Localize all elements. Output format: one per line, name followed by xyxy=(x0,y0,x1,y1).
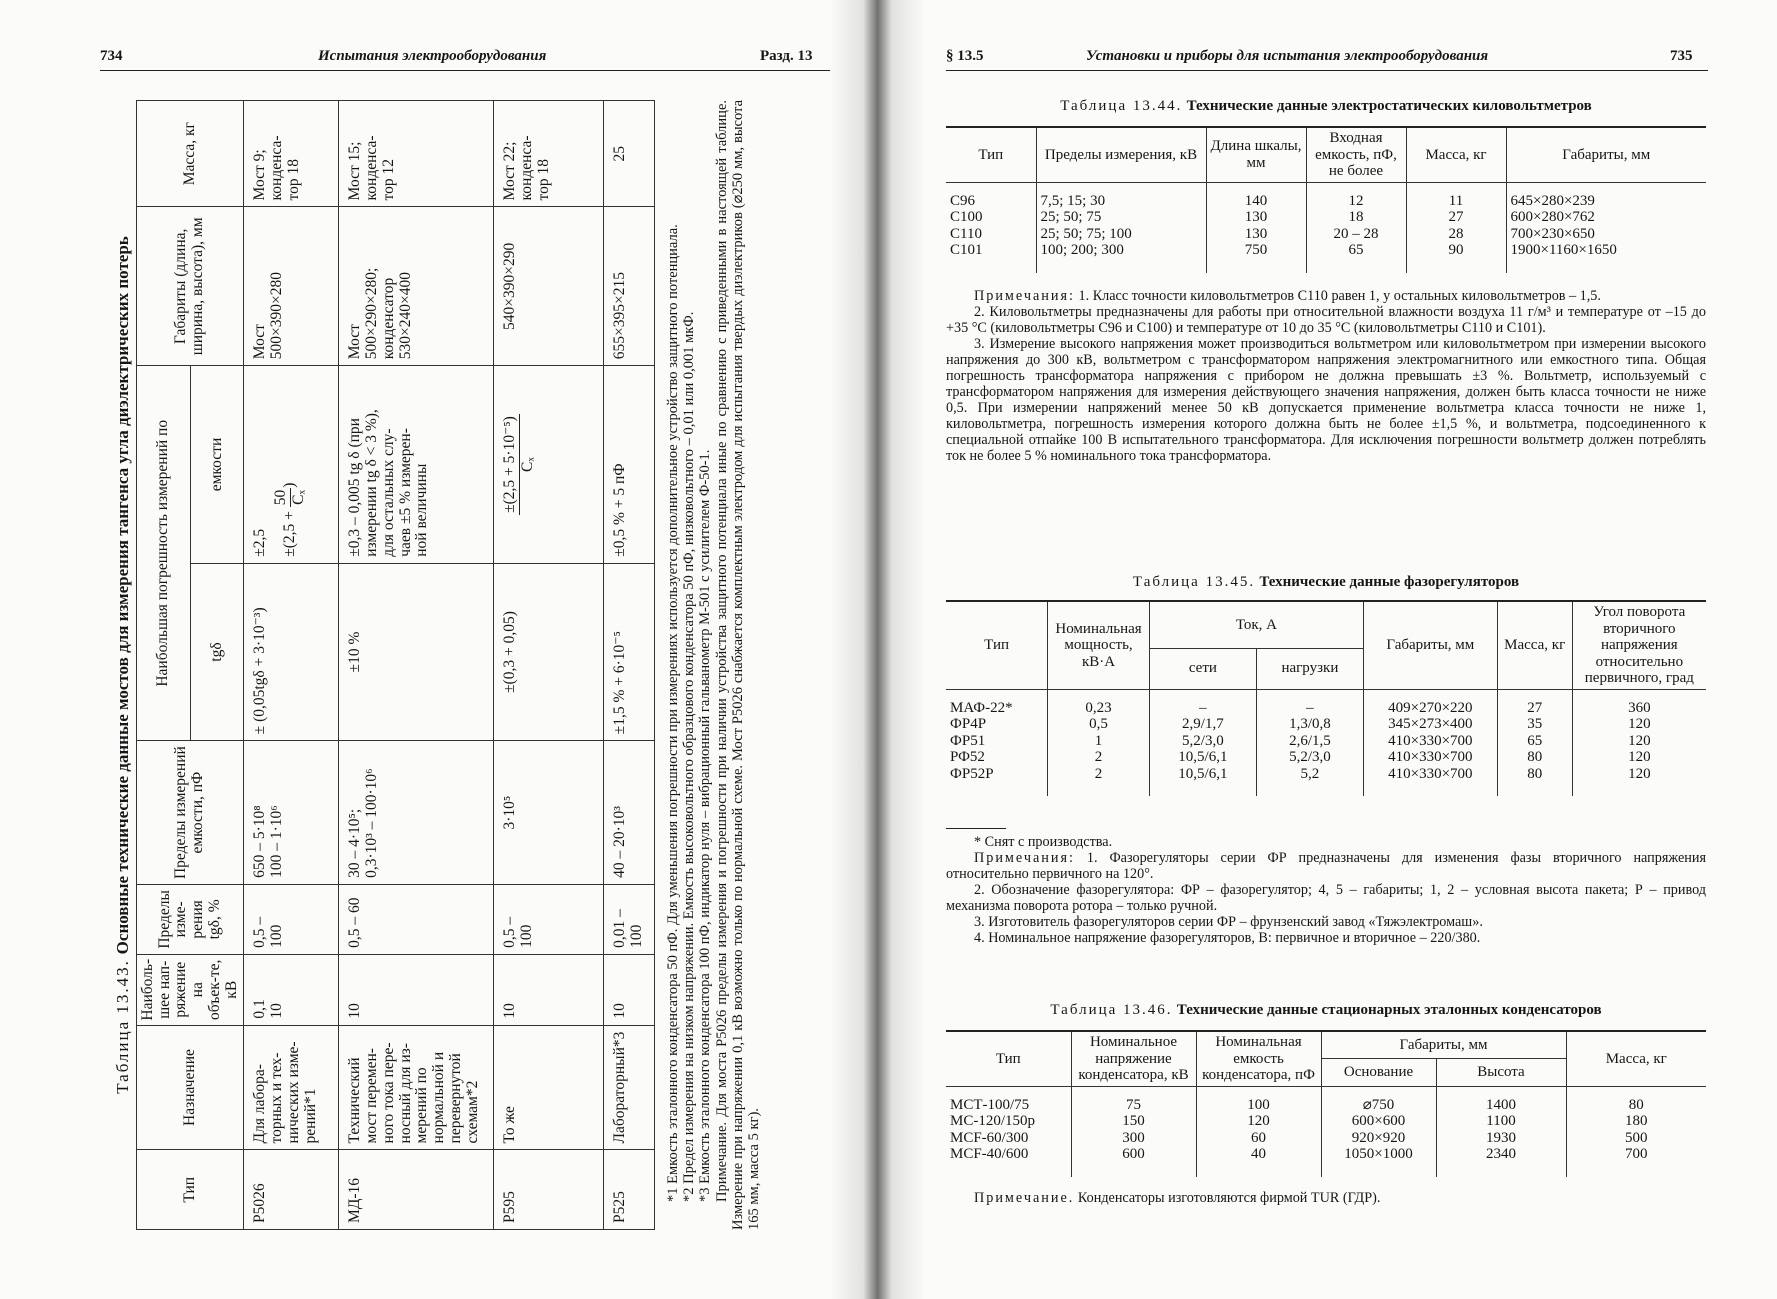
right-page-number: 735 xyxy=(1670,48,1693,64)
col-dims: Габариты, мм xyxy=(1363,601,1497,689)
rotated-table-13-43 xyxy=(110,100,830,1230)
col-type: Тип xyxy=(946,601,1048,689)
col-angle: Угол поворота вторичного напряжения относительно первичного, град xyxy=(1572,601,1706,689)
cell-max-voltage: 0,1 10 xyxy=(244,954,339,1025)
col-header: Габариты, мм xyxy=(1506,127,1706,182)
footnote: Примечание. Для моста Р5026 пределы измерения и погрешности при наличии устройства защитного потенциала иные по сравнению с приведенными в настоящей таблице. Измерение при напряжении 0,1 кВ возможно только по нормальной схеме. Мост Р5026 снабжается комплектным электродом для испытания твердых диэлектриков (⌀250 мм, высота 165 мм, масса 5 кг). xyxy=(713,100,763,1230)
col-mass: Масса, кг xyxy=(137,101,244,207)
cell-error-tg: ±(0,3 + 0,05) xyxy=(494,563,604,741)
cell-purpose: Технический мост перемен- ного тока пере- носный для из- мерений по нормальной и перевернутой схемам*2 xyxy=(339,1025,494,1150)
left-page xyxy=(0,0,878,1299)
notes-label: Примечания: xyxy=(974,288,1075,304)
cell-purpose: То же xyxy=(494,1025,604,1150)
col-dims: Габариты (длина, ширина, высота), мм xyxy=(137,207,244,366)
note: 2. Киловольтметры предназначены для работы при относительной влажности воздуха 11 г/м³ и температуре от –15 до +35 °С (киловольтметры С96 и С100) и температуре от 10 до 35 °С (киловольтметры С110 и С101). xyxy=(946,304,1706,337)
table-row: МАФ-22* 0,23 – – 409×270×220 27 360 xyxy=(946,689,1706,716)
table-13-44 xyxy=(946,126,1706,273)
col-height: Высота xyxy=(1436,1059,1566,1086)
cell-tg-range: 0,5 – 100 xyxy=(494,884,604,954)
table-row: ФР52Р 2 10,5/6,1 5,2 410×330×700 80 120 xyxy=(946,766,1706,797)
cell-error-tg: ± (0,05tgδ + 3·10⁻³) xyxy=(244,563,339,741)
footnote-rule xyxy=(946,828,1006,829)
table-row: МСF-60/300 300 60 920×920 1930 500 xyxy=(946,1130,1706,1147)
table-row xyxy=(604,101,654,1230)
col-error-group: Наибольшая погрешность измерений по xyxy=(137,366,191,741)
cell-error-tg: ±1,5 % + 6·10⁻⁵ xyxy=(604,563,654,741)
cell-mass: Мост 15; конденса- тор 12 xyxy=(339,101,494,207)
note: 4. Номинальное напряжение фазорегуляторов, В: первичное и вторичное – 220/380. xyxy=(974,930,1481,947)
cell-max-voltage: 10 xyxy=(339,954,494,1025)
left-section: Разд. 13 xyxy=(760,48,813,64)
table-13-46 xyxy=(946,1030,1706,1177)
table-title: Технические данные электростатических киловольтметров xyxy=(1186,98,1592,114)
footnote: *2 Предел измерения на низком напряжении. Емкость высоковольтного образцового конденсатора 50 пФ, низковольтного – 0,01 или 0,001 мкФ. xyxy=(681,311,698,1202)
col-header: Длина шкалы, мм xyxy=(1206,127,1306,182)
table-notes xyxy=(665,100,762,1230)
cell-dims: Мост 500×390×280 xyxy=(244,207,339,366)
col-max-voltage: Наиболь-шее нап-ряжение на объек-те, кВ xyxy=(137,954,244,1025)
cell-error-cap: ±0,5 % + 5 пФ xyxy=(604,366,654,564)
table-title: Основные технические данные мостов для измерения тангенса угла диэлектрических потерь xyxy=(113,236,132,955)
right-running-head: Установки и приборы для испытания электрооборудования xyxy=(1086,48,1489,64)
table-title: Технические данные стационарных эталонных конденсаторов xyxy=(1176,1002,1602,1018)
cell-error-cap: ±2,5 ±(2,5 + 50 Cₓ ) xyxy=(244,366,339,564)
col-current: Ток, А xyxy=(1149,601,1363,648)
table-row: МС-120/150р 150 120 600×600 1100 180 xyxy=(946,1113,1706,1130)
cell-cap-range: 40 – 20·10³ xyxy=(604,741,654,885)
cell-dims: 540×390×290 xyxy=(494,207,604,366)
footnote: * Снят с производства. xyxy=(974,834,1113,850)
fraction: ±(2,5 + 5·10⁻⁵) Cₓ xyxy=(501,416,537,513)
cell-tg-range: 0,5 – 60 xyxy=(339,884,494,954)
cell-tg-range: 0,5 – 100 xyxy=(244,884,339,954)
cell-mass: 25 xyxy=(604,101,654,207)
table-13-46-note: Примечание. Конденсаторы изготовляются фирмой TUR (ГДР). xyxy=(974,1190,1381,1206)
cell-cap-range: 30 – 4·10⁵; 0,3·10³ – 100·10⁶ xyxy=(339,741,494,885)
col-error-cap: емкости xyxy=(190,366,244,564)
table-13-45-notes: * Снят с производства. Примечания: 1. Фазорегуляторы серии ФР предназначены для изменения фазы вторичного напряжения относительно первичного на 120°. 2. Обозначение фазорегулятора: ФР – фазорегулятор; 4, 5 – габариты; 1, 2 – условная высота пакета; Р – привод механизма поворота ротора – только ручной. 3. Изготовитель фазорегуляторов серии ФР – фрунзенский завод «Тяжэлектромаш». 4. Номинальное напряжение фазорегуляторов, В: первичное и вторичное – 220/380. xyxy=(946,834,1706,947)
note: 2. Обозначение фазорегулятора: ФР – фазорегулятор; 4, 5 – габариты; 1, 2 – условная высота пакета; Р – привод механизма поворота ротора – только ручной. xyxy=(946,882,1706,915)
col-header: Масса, кг xyxy=(1406,127,1506,182)
col-header: Пределы измерения, кВ xyxy=(1036,127,1206,182)
col-power: Номинальная мощность, кВ·А xyxy=(1048,601,1150,689)
col-current-net: сети xyxy=(1149,648,1256,689)
cell-max-voltage: 10 xyxy=(494,954,604,1025)
table-row xyxy=(494,101,604,1230)
table-13-43 xyxy=(136,100,655,1230)
table-row: РФ52 2 10,5/6,1 5,2/3,0 410×330×700 80 120 xyxy=(946,749,1706,766)
left-page-number: 734 xyxy=(100,48,123,64)
notes-label: Примечания: xyxy=(974,850,1075,867)
col-mass: Масса, кг xyxy=(1566,1031,1706,1086)
table-row xyxy=(244,101,339,1230)
cell-error-cap: ±0,3 – 0,005 tg δ (при измерении tg δ < 3 %), для остальных слу- чаев ±5 % измерен- ной величины xyxy=(339,366,494,564)
table-row: МСF-40/600 600 40 1050×1000 2340 700 xyxy=(946,1146,1706,1177)
left-running-head: Испытания электрооборудования xyxy=(318,48,547,64)
col-error-tg: tgδ xyxy=(190,563,244,741)
note-label: Примечание. xyxy=(974,1190,1075,1206)
cell-max-voltage: 10 xyxy=(604,954,654,1025)
footnote: *1 Емкость эталонного конденсатора 50 пФ. Для уменьшения погрешности при измерениях используется дополнительное устройство защитного потенциала. xyxy=(664,224,681,1202)
col-mass: Масса, кг xyxy=(1497,601,1572,689)
header-rule xyxy=(100,70,830,71)
col-type: Тип xyxy=(137,1150,244,1230)
col-cap-range: Пределы измерений емкости, пФ xyxy=(137,741,244,885)
col-tg-range: Пределы изме-рения tgδ, % xyxy=(137,884,244,954)
table-row: МСТ-100/75 75 100 ⌀750 1400 80 xyxy=(946,1086,1706,1113)
cell-type: МД-16 xyxy=(339,1150,494,1230)
note: 3. Измерение высокого напряжения может производиться вольтметром или киловольтметром при измерении высокого напряжения до 300 кВ, вольтметром с трансформатором напряжения электромагнитного или емкостного типа. Общая погрешность трансформатора напряжения с прибором не должна превышать ±3 %. Вольтметр, используемый с трансформатором напряжения для измерения действующего значения напряжения, должен быть класса точности не ниже 0,5. При измерении напряжений менее 50 кВ допускается применение вольтметра класса точности не ниже 1, киловольтметра, погрешность измерения которого должна быть не более ±1,5 %, и вольтметра, подсоединенного к специальной отпайке 100 В испытательного трансформатора. Для исключения погрешности вольтметр должен потреблять ток не более 5 % номинального тока трансформатора. xyxy=(946,336,1706,465)
footnote: *3 Емкость эталонного конденсатора 100 пФ, индикатор нуля – вибрационный гальванометр М-501 с усилителем Ф-50-1. xyxy=(697,449,714,1202)
col-capacity: Номинальная емкость конденсатора, пФ xyxy=(1196,1031,1321,1086)
cell-type: Р525 xyxy=(604,1150,654,1230)
col-base: Основание xyxy=(1321,1059,1436,1086)
right-page xyxy=(878,0,1777,1299)
fraction: 50 Cₓ xyxy=(272,489,307,506)
table-row: С101 100; 200; 300 750 65 90 1900×1160×1650 xyxy=(946,242,1706,273)
table-row: С110 25; 50; 75; 100 130 20 – 28 28 700×230×650 xyxy=(946,226,1706,243)
table-13-45 xyxy=(946,600,1706,796)
cell-type: Р5026 xyxy=(244,1150,339,1230)
col-voltage: Номинальное напряжение конденсатора, кВ xyxy=(1071,1031,1196,1086)
col-header: Входная емкость, пФ, не более xyxy=(1306,127,1406,182)
col-type: Тип xyxy=(946,1031,1071,1086)
col-current-load: нагрузки xyxy=(1256,648,1363,689)
col-header: Тип xyxy=(946,127,1036,182)
cell-error-cap xyxy=(494,366,604,564)
table-row: ФР4Р 0,5 2,9/1,7 1,3/0,8 345×273×400 35 120 xyxy=(946,716,1706,733)
cell-dims: 655×395×215 xyxy=(604,207,654,366)
table-row: ФР51 1 5,2/3,0 2,6/1,5 410×330×700 65 120 xyxy=(946,733,1706,750)
header-rule xyxy=(946,70,1708,71)
table-row: С100 25; 50; 75 130 18 27 600×280×762 xyxy=(946,209,1706,226)
table-row xyxy=(339,101,494,1230)
cell-mass: Мост 22; конденса- тор 18 xyxy=(494,101,604,207)
table-title: Технические данные фазорегуляторов xyxy=(1259,574,1520,590)
cell-purpose: Для лабора- торных и тех- нических изме- рений*1 xyxy=(244,1025,339,1150)
cell-cap-range: 3·10⁵ xyxy=(494,741,604,885)
table-13-44-caption: Таблица 13.44. Технические данные электростатических киловольтметров xyxy=(1060,98,1592,114)
table-caption: Таблица 13.43. Основные технические данные мостов для измерения тангенса угла диэлектрических потерь xyxy=(113,236,132,1094)
right-section: § 13.5 xyxy=(946,48,984,64)
cell-type: Р595 xyxy=(494,1150,604,1230)
cell-tg-range: 0,01 – 100 xyxy=(604,884,654,954)
cell-cap-range: 650 – 5·10⁸ 100 – 1·10⁶ xyxy=(244,741,339,885)
cell-error-tg: ±10 % xyxy=(339,563,494,741)
table-13-45-caption: Таблица 13.45. Технические данные фазорегуляторов xyxy=(1132,574,1520,590)
col-purpose: Назначение xyxy=(137,1025,244,1150)
book-gutter-shadow xyxy=(830,0,925,1299)
table-13-46-caption: Таблица 13.46. Технические данные стационарных эталонных конденсаторов xyxy=(1050,1002,1602,1018)
note: 3. Изготовитель фазорегуляторов серии ФР – фрунзенский завод «Тяжэлектромаш». xyxy=(974,914,1483,931)
cell-purpose: Лабораторный*3 xyxy=(604,1025,654,1150)
table-row: С96 7,5; 15; 30 140 12 11 645×280×239 xyxy=(946,182,1706,209)
table-13-44-notes: Примечания: 1. Класс точности киловольтметров С110 равен 1, у остальных киловольтметров – 1,5. 2. Киловольтметры предназначены для работы при относительной влажности воздуха 11 г/м³ и температуре от –15 до +35 °С (киловольтметры С96 и С100) и температуре от 10 до 35 °С (киловольтметры С110 и С101). 3. Измерение высокого напряжения может производиться вольтметром или киловольтметром при измерении высокого напряжения до 300 кВ, вольтметром с трансформатором напряжения электромагнитного или емкостного типа. Общая погрешность трансформатора напряжения с прибором не должна превышать ±3 %. Вольтметр, используемый с трансформатором напряжения для измерения действующего значения напряжения, должен быть класса точности не ниже 0,5. При измерении напряжений менее 50 кВ допускается применение вольтметра класса точности не ниже 1, киловольтметра, погрешность измерения которого должна быть не более ±1,5 %, и вольтметра, подсоединенного к специальной отпайке 100 В испытательного трансформатора. Для исключения погрешности вольтметр должен потреблять ток не более 5 % номинального тока трансформатора. xyxy=(946,288,1706,465)
cell-dims: Мост 500×290×280; конденсатор 530×240×400 xyxy=(339,207,494,366)
col-dims: Габариты, мм xyxy=(1321,1031,1566,1059)
cell-mass: Мост 9; конденса- тор 18 xyxy=(244,101,339,207)
